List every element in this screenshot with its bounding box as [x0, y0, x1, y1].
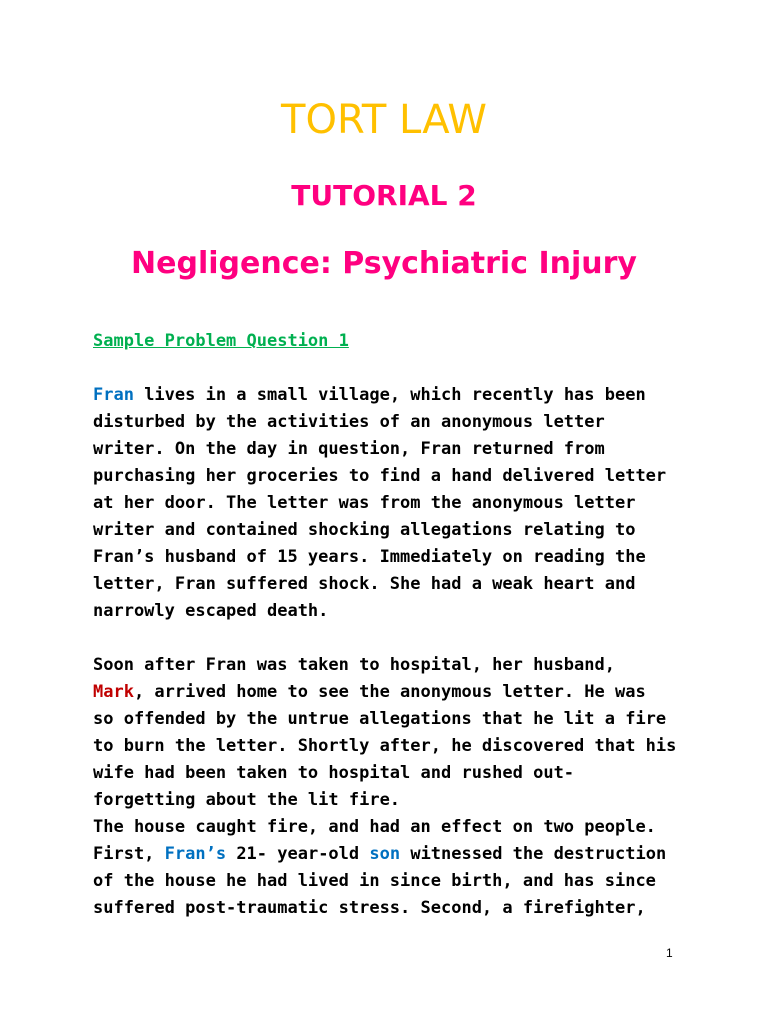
paragraph-2-line-4: to burn the letter. Shortly after, he discovered that his	[93, 736, 677, 756]
paragraph-1	[93, 382, 693, 625]
section-heading: Sample Problem Question 1	[93, 331, 349, 351]
paragraph-3-line-1: The house caught fire, and had an effect on two people.	[93, 817, 656, 837]
paragraph-3	[93, 814, 693, 922]
paragraph-1-line-7: Fran’s husband of 15 years. Immediately on reading the	[93, 547, 646, 567]
paragraph-2-line-2-text: , arrived home to see the anonymous letter. He was	[133, 682, 646, 702]
paragraph-2-line-3: so offended by the untrue allegations that he lit a fire	[93, 709, 667, 729]
name-son: son	[369, 844, 401, 864]
paragraph-3-line-2-text-b: 21- year-old	[226, 844, 370, 864]
paragraph-1-line-2: disturbed by the activities of an anonymous letter	[93, 412, 605, 432]
paragraph-1-line-1	[93, 382, 693, 409]
paragraph-3-line-2	[93, 841, 693, 868]
paragraph-2-line-6: forgetting about the lit fire.	[93, 790, 401, 810]
document-body	[93, 328, 693, 922]
paragraph-3-line-2-text-c: witnessed the destruction	[400, 844, 667, 864]
paragraph-1-line-3: writer. On the day in question, Fran returned from	[93, 439, 605, 459]
name-frans: Fran’s	[164, 844, 227, 864]
paragraph-1-line-9: narrowly escaped death.	[93, 601, 329, 621]
paragraph-2-line-5: wife had been taken to hospital and rushed out-	[93, 763, 575, 783]
paragraph-1-line-5: at her door. The letter was from the anonymous letter	[93, 493, 636, 513]
paragraph-2	[93, 652, 693, 814]
name-mark: Mark	[93, 682, 134, 702]
paragraph-3-line-2-text-a: First,	[93, 844, 165, 864]
page-number: 1	[666, 946, 673, 960]
paragraph-1-line-1-text: lives in a small village, which recently has been	[133, 385, 646, 405]
paragraph-2-line-2	[93, 679, 693, 706]
topic-title: Negligence: Psychiatric Injury	[131, 246, 637, 281]
paragraph-3-line-3: of the house he had lived in since birth, and has since	[93, 871, 656, 891]
document-title: TORT LAW	[281, 97, 487, 143]
paragraph-1-line-4: purchasing her groceries to find a hand delivered letter	[93, 466, 667, 486]
paragraph-3-line-4: suffered post-traumatic stress. Second, a firefighter,	[93, 898, 646, 918]
tutorial-subtitle: TUTORIAL 2	[291, 179, 477, 212]
paragraph-1-line-6: writer and contained shocking allegations relating to	[93, 520, 636, 540]
paragraph-spacer	[93, 625, 693, 652]
name-fran: Fran	[93, 385, 134, 405]
paragraph-2-line-1: Soon after Fran was taken to hospital, her husband,	[93, 655, 615, 675]
paragraph-1-line-8: letter, Fran suffered shock. She had a weak heart and	[93, 574, 636, 594]
